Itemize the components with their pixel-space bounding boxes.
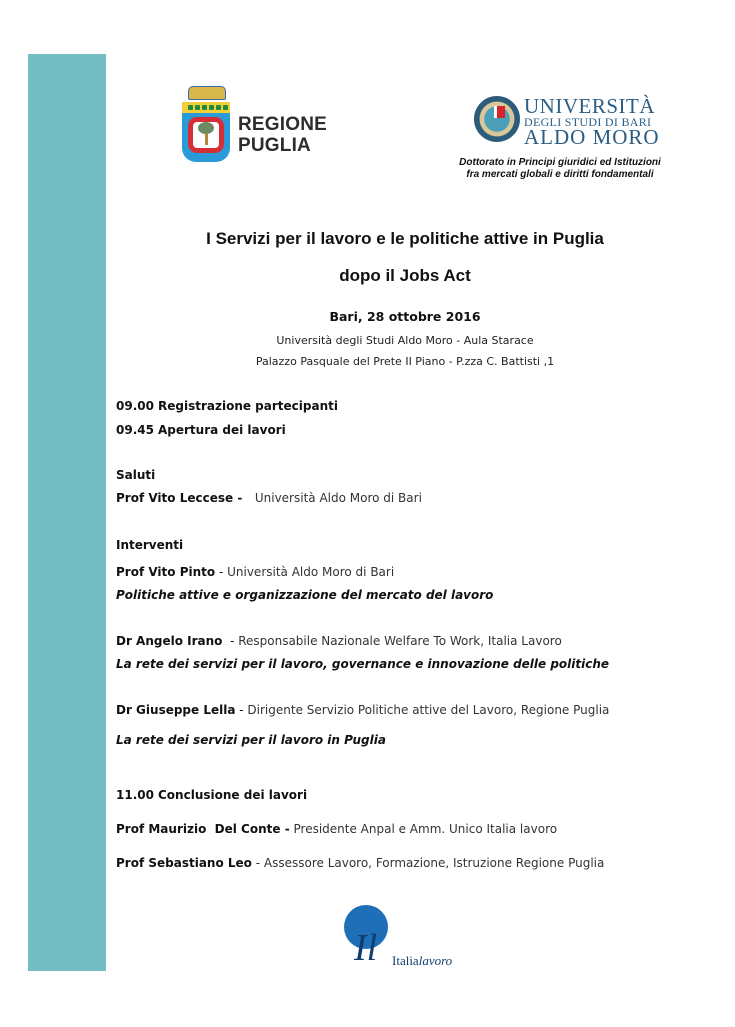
talk-speaker-row (116, 703, 609, 717)
speaker-role: Dirigente Servizio Politiche attive del Lavoro, Regione Puglia (247, 703, 610, 717)
puglia-text: PUGLIA (238, 135, 311, 156)
coat-of-arms-icon (182, 102, 230, 162)
separator: - (222, 634, 239, 648)
schedule-label: Apertura dei lavori (158, 423, 286, 437)
universita-wordmark (524, 94, 660, 149)
italia-lavoro-mark: Il (354, 927, 378, 969)
venue-line1: Università degli Studi Aldo Moro - Aula Starace (276, 334, 534, 347)
schedule-label: Registrazione partecipanti (158, 399, 338, 413)
schedule-time: 09.00 (116, 399, 154, 413)
saluti-heading: Saluti (116, 468, 156, 482)
italia-lavoro-wordmark (392, 953, 452, 969)
speaker-name: Prof Sebastiano Leo (116, 856, 252, 870)
regione-puglia-wordmark (238, 114, 327, 156)
closing-speaker-row (116, 822, 557, 836)
speaker-role: Università Aldo Moro di Bari (254, 491, 422, 505)
event-title-line2: dopo il Jobs Act (339, 266, 471, 285)
interventi-heading: Interventi (116, 538, 184, 552)
talk-speaker-row (116, 565, 394, 579)
wordmark-italia: Italia (392, 953, 419, 968)
dottorato-caption (440, 157, 680, 181)
speaker-name: Prof Vito Leccese (116, 491, 234, 505)
separator: - (233, 491, 255, 505)
speaker-role: - Assessore Lavoro, Formazione, Istruzione Regione Puglia (251, 856, 605, 870)
dottorato-line1: Dottorato in Principi giuridici ed Istituzioni (459, 157, 661, 168)
speaker-name: Prof Vito Pinto (116, 565, 216, 579)
italia-lavoro-logo (340, 905, 470, 970)
wordmark-lavoro: lavoro (418, 953, 453, 968)
universita-line2: DEGLI STUDI DI BARI (524, 115, 652, 129)
talk-speaker-row (116, 634, 562, 648)
speaker-role: Università Aldo Moro di Bari (227, 565, 395, 579)
schedule-time: 09.45 (116, 423, 154, 437)
talk-topic: Politiche attive e organizzazione del mercato del lavoro (116, 588, 494, 602)
decorative-sidebar-bar (28, 54, 106, 971)
schedule-item (116, 423, 286, 437)
speaker-name: Dr Angelo Irano (116, 634, 223, 648)
speaker-name: Prof Maurizio Del Conte - (116, 822, 290, 836)
universita-line1: UNIVERSITÀ (524, 94, 655, 118)
separator: - (215, 565, 228, 579)
talk-topic: La rete dei servizi per il lavoro in Puglia (116, 733, 386, 747)
universita-line3: ALDO MORO (524, 125, 660, 149)
crown-icon (188, 86, 226, 100)
university-seal-icon (474, 96, 520, 142)
talk-topic: La rete dei servizi per il lavoro, governance e innovazione delle politiche (116, 657, 610, 671)
speaker-role: Presidente Anpal e Amm. Unico Italia lavoro (289, 822, 558, 836)
dottorato-line2: fra mercati globali e diritti fondamentali (466, 169, 654, 180)
regione-puglia-logo (180, 82, 340, 166)
schedule-item (116, 399, 338, 413)
universita-bari-logo (470, 94, 680, 149)
regione-text: REGIONE (238, 114, 328, 135)
schedule-time: 11.00 (116, 788, 154, 802)
event-title-line1: I Servizi per il lavoro e le politiche attive in Puglia (206, 229, 604, 248)
speaker-name: Dr Giuseppe Lella (116, 703, 236, 717)
conclusione-row (116, 788, 307, 802)
saluti-speaker-row (116, 491, 422, 505)
venue-line2: Palazzo Pasquale del Prete II Piano - P.zza C. Battisti ,1 (255, 355, 555, 368)
closing-speaker-row (116, 856, 604, 870)
speaker-role: Responsabile Nazionale Welfare To Work, Italia Lavoro (238, 634, 562, 648)
schedule-label: Conclusione dei lavori (158, 788, 308, 802)
event-date: Bari, 28 ottobre 2016 (329, 309, 481, 324)
separator: - (235, 703, 248, 717)
